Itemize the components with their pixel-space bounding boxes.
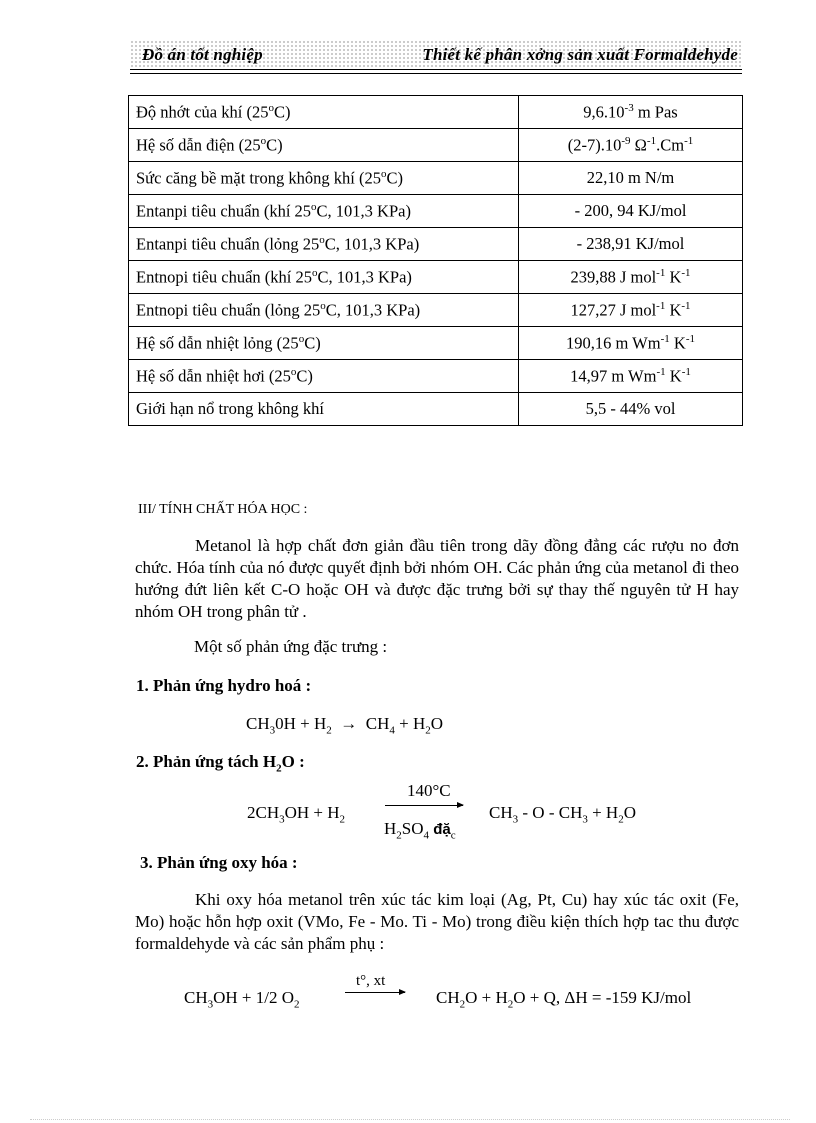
table-row [129,261,743,294]
reactions-lead: Một số phản ứng đặc trưng : [194,637,388,656]
reaction-2-arrow [385,805,463,806]
property-value: $(2-7).10^{-9}$ $\Omega^{-1}.Cm^{-1}$ [519,129,743,162]
header-left-title: Đồ án tốt nghiệp [142,45,263,64]
table-row [129,360,743,393]
reaction-3-paragraph: Khi oxy hóa metanol trên xúc tác kim loại (Ag, Pt, Cu) hay xúc tác oxit (Fe, Mo) hoặc hỗn hợp oxit (VMo, Fe - Mo. Ti - Mo) trong điều kiện thích hợp tac thu được formaldehyde và các sản phẩm phụ : [135,890,739,953]
reaction-3-arrow [345,992,405,993]
table-row [129,228,743,261]
header-right-title: Thiết kế phân xởng sản xuất Formaldehyde [422,45,738,64]
table-row [129,96,743,129]
section-title: III/ TÍNH CHẤT HÓA HỌC : [138,502,308,517]
table-row [129,129,743,162]
table-row [129,327,743,360]
property-value: 22,10 m N/m [519,162,743,195]
property-value: 127,27 J mol$^{-1}$ $K^{-1}$ [519,294,743,327]
intro-paragraph: Metanol là hợp chất đơn giản đầu tiên trong dãy đồng đẳng các rượu no đơn chức. Hóa tính của nó được quyết định bởi nhóm OH. Các phản ứng của metanol đi theo hướng đứt liên kết C-O hoặc OH và được đặc trưng bởi sự thay thế nguyên tử H hay nhóm OH trong phân tử . [135,536,739,621]
reaction-2-heading: 2. Phản ứng tách $H_2O$ : [136,752,305,775]
table-row [129,195,743,228]
property-label: Hệ số dẫn nhiệt lỏng (25$^o$C) [129,327,519,360]
property-label: Độ nhớt của khí (25$^o$C) [129,96,519,129]
properties-table-body [129,96,743,426]
property-value: - 238,91 KJ/mol [519,228,743,261]
reaction-2-right: $CH_3 - O - CH_3 + H_2O$ [489,803,636,826]
reaction-3-heading: 3. Phản ứng oxy hóa : [140,853,298,872]
reaction-3-right: $CH_2O + H_2O + Q$, ΔH = -159 KJ/mol [436,988,692,1011]
reaction-3-left: $CH_3OH + 1/2$ $O_2$ [184,988,300,1011]
table-row [129,393,743,426]
properties-table [128,95,743,426]
page-header [130,40,742,68]
property-value: 239,88 J mol$^{-1}$ $K^{-1}$ [519,261,743,294]
property-label: Sức căng bề mặt trong không khí (25$^o$C) [129,162,519,195]
property-value: 14,97 m $Wm^{-1}$ $K^{-1}$ [519,360,743,393]
reaction-1-heading: 1. Phản ứng hydro hoá : [136,676,312,695]
property-label: Entnopi tiêu chuẩn (lỏng 25$^o$C, 101,3 KPa) [129,294,519,327]
table-row [129,294,743,327]
property-value: 5,5 - 44% vol [519,393,743,426]
property-label: Hệ số dẫn điện (25$^o$C) [129,129,519,162]
reaction-2-condition-bottom: $H_2SO_4$ đặ$_c$ [384,819,456,842]
property-label: Hệ số dẫn nhiệt hơi (25$^o$C) [129,360,519,393]
header-rule-bottom [130,73,742,74]
property-value: $9,6.10^{-3}$ m Pas [519,96,743,129]
reaction-3-condition: t°, xt [356,973,386,989]
property-value: - 200, 94 KJ/mol [519,195,743,228]
reaction-2-left: $2CH_3OH + H_2$ [247,803,346,826]
property-value: 190,16 m $Wm^{-1}$ $K^{-1}$ [519,327,743,360]
page-footer-rule [30,1119,790,1120]
property-label: Giới hạn nổ trong không khí [129,393,519,426]
property-label: Entnopi tiêu chuẩn (khí 25$^o$C, 101,3 KPa) [129,261,519,294]
reaction-1-equation: $CH_30H + H_2 \to CH_4 + H_2O$ [246,714,444,737]
reaction-2-condition-top: 140°C [407,781,451,800]
property-label: Entanpi tiêu chuẩn (khí 25$^o$C, 101,3 KPa) [129,195,519,228]
property-label: Entanpi tiêu chuẩn (lỏng 25$^o$C, 101,3 KPa) [129,228,519,261]
header-rule-top [130,69,742,70]
table-row [129,162,743,195]
